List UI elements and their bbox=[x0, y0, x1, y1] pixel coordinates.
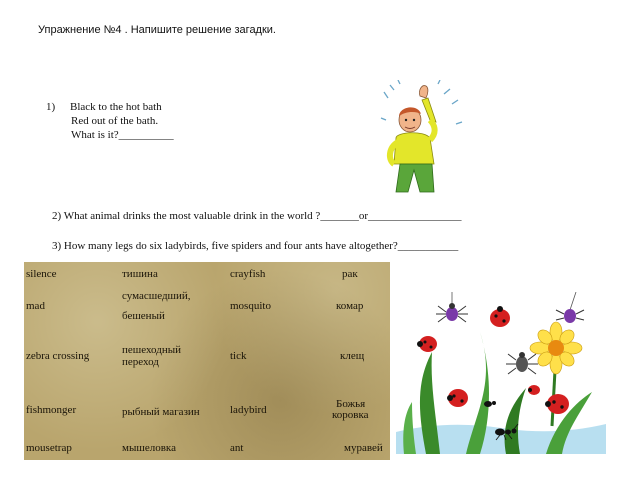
vocab-silence-ru: тишина bbox=[122, 268, 158, 280]
vocab-fishmonger-en: fishmonger bbox=[26, 404, 77, 416]
riddle-2: 2) What animal drinks the most valuable drink in the world ?_______or_________________ bbox=[52, 210, 462, 222]
vocab-ant-en: ant bbox=[230, 442, 244, 454]
vocab-crayfish-ru: рак bbox=[342, 268, 358, 280]
vocab-zebra-ru-2: переход bbox=[122, 356, 159, 368]
vocab-tick-ru: клещ bbox=[340, 350, 365, 362]
vocab-mousetrap-ru: мышеловка bbox=[122, 442, 176, 454]
vocabulary-table bbox=[24, 262, 390, 460]
vocab-silence-en: silence bbox=[26, 268, 57, 280]
vocab-mad-ru-2: бешеный bbox=[122, 310, 165, 322]
vocab-ladybird-ru-2: коровка bbox=[332, 409, 369, 421]
vocab-mosquito-en: mosquito bbox=[230, 300, 271, 312]
insects-garden-icon bbox=[396, 292, 606, 454]
vocab-crayfish-en: crayfish bbox=[230, 268, 266, 280]
vocab-mousetrap-en: mousetrap bbox=[26, 442, 72, 454]
vocab-mad-en: mad bbox=[26, 300, 45, 312]
vocab-mad-ru-1: сумасшедший, bbox=[122, 290, 191, 302]
riddle-3: 3) How many legs do six ladybirds, five spiders and four ants have altogether?___________ bbox=[52, 240, 459, 252]
man-in-bath-icon bbox=[380, 80, 466, 196]
vocab-fishmonger-ru: рыбный магазин bbox=[122, 406, 200, 418]
riddle-1-number: 1) bbox=[46, 101, 56, 113]
vocab-ladybird-en: ladybird bbox=[230, 404, 267, 416]
exercise-title: Упражнение №4 . Напишите решение загадки. bbox=[38, 24, 276, 36]
riddle-1-line-2: Red out of the bath. bbox=[71, 115, 159, 127]
vocab-tick-en: tick bbox=[230, 350, 247, 362]
vocab-zebra-en: zebra crossing bbox=[26, 350, 90, 362]
vocab-ant-ru: муравей bbox=[344, 442, 383, 454]
vocab-zebra-ru-1: пешеходный bbox=[122, 344, 182, 356]
vocab-ladybird-ru-1: Божья bbox=[336, 398, 366, 410]
vocab-mosquito-ru: комар bbox=[336, 300, 364, 312]
riddle-1-line-3: What is it?__________ bbox=[71, 129, 174, 141]
riddle-1-line-1: Black to the hot bath bbox=[70, 101, 162, 113]
